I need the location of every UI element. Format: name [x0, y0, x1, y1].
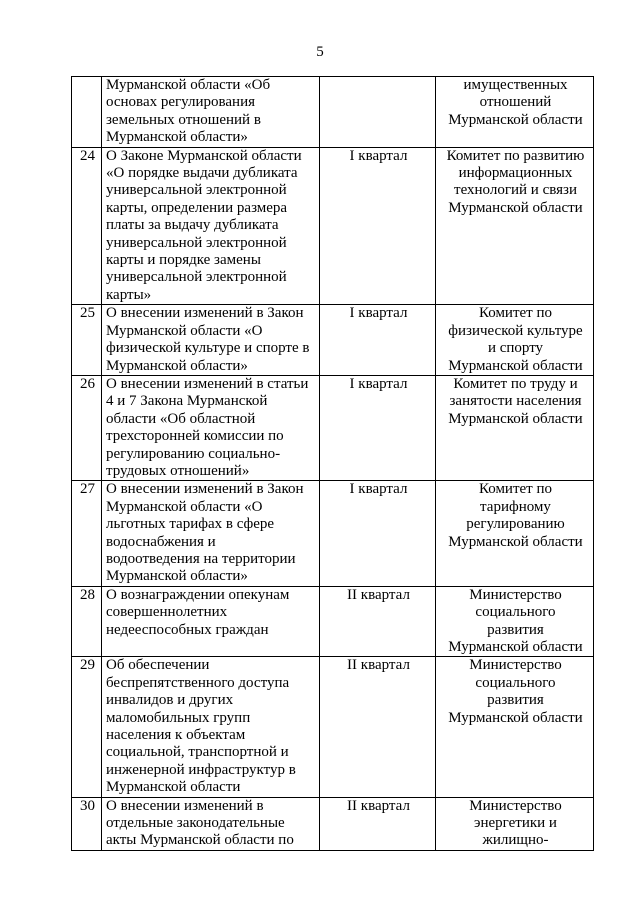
row-number: 29 — [72, 657, 102, 797]
row-number: 30 — [72, 797, 102, 850]
table-row — [72, 657, 594, 797]
bill-title: О внесении изменений в Закон Мурманской области «О льготных тарифах в сфере водоснабжения и водоотведения на территории Мурманской области» — [102, 481, 320, 586]
row-number: 26 — [72, 375, 102, 480]
deadline-quarter: II квартал — [320, 797, 436, 850]
row-number: 27 — [72, 481, 102, 586]
row-number: 24 — [72, 147, 102, 305]
row-number: 25 — [72, 305, 102, 376]
table-row — [72, 375, 594, 480]
responsible-body: имущественных отношений Мурманской области — [436, 77, 594, 148]
deadline-quarter: I квартал — [320, 375, 436, 480]
deadline-quarter: I квартал — [320, 305, 436, 376]
row-number — [72, 77, 102, 148]
row-number: 28 — [72, 586, 102, 657]
legislation-plan-table — [71, 76, 594, 851]
responsible-body: Комитет по физической культуре и спорту Мурманской области — [436, 305, 594, 376]
bill-title: О Законе Мурманской области «О порядке выдачи дубликата универсальной электронной карты, определении размера платы за выдачу дубликата универсальной электронной карты и порядке замены универсальной электронной карты» — [102, 147, 320, 305]
responsible-body: Министерство социального развития Мурманской области — [436, 586, 594, 657]
bill-title: Мурманской области «Об основах регулирования земельных отношений в Мурманской области» — [102, 77, 320, 148]
responsible-body: Министерство энергетики и жилищно- — [436, 797, 594, 850]
table-row — [72, 586, 594, 657]
bill-title: Об обеспечении беспрепятственного доступа инвалидов и других маломобильных групп населения к объектам социальной, транспортной и инженерной инфраструктур в Мурманской области — [102, 657, 320, 797]
table-row — [72, 305, 594, 376]
responsible-body: Министерство социального развития Мурманской области — [436, 657, 594, 797]
deadline-quarter — [320, 77, 436, 148]
table-row — [72, 147, 594, 305]
deadline-quarter: I квартал — [320, 481, 436, 586]
bill-title: О вознаграждении опекунам совершеннолетних недееспособных граждан — [102, 586, 320, 657]
responsible-body: Комитет по тарифному регулированию Мурманской области — [436, 481, 594, 586]
deadline-quarter: II квартал — [320, 586, 436, 657]
responsible-body: Комитет по развитию информационных технологий и связи Мурманской области — [436, 147, 594, 305]
bill-title: О внесении изменений в статьи 4 и 7 Закона Мурманской области «Об областной трехсторонней комиссии по регулированию социально- трудовых отношений» — [102, 375, 320, 480]
deadline-quarter: II квартал — [320, 657, 436, 797]
table-row — [72, 797, 594, 850]
responsible-body: Комитет по труду и занятости населения Мурманской области — [436, 375, 594, 480]
bill-title: О внесении изменений в Закон Мурманской области «О физической культуре и спорте в Мурманской области» — [102, 305, 320, 376]
bill-title: О внесении изменений в отдельные законодательные акты Мурманской области по — [102, 797, 320, 850]
table-row — [72, 481, 594, 586]
deadline-quarter: I квартал — [320, 147, 436, 305]
page-number: 5 — [316, 44, 324, 60]
table-row — [72, 77, 594, 148]
